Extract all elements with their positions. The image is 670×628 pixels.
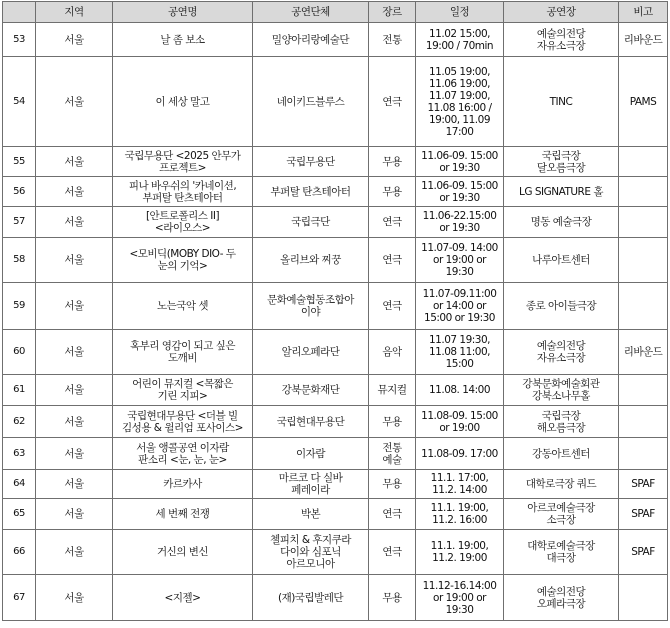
performance-schedule-table: [2, 1, 668, 621]
row-number: 62: [3, 406, 36, 438]
header-cell-schedule: 일정: [416, 2, 504, 23]
region-cell: 서울: [36, 177, 113, 207]
note-cell: PAMS: [619, 57, 668, 147]
group-cell: 마르코 다 실바 페레이라: [253, 470, 369, 499]
venue-cell: 예술의전당 오페라극장: [504, 575, 619, 621]
table-row: [3, 147, 668, 177]
title-cell: 피나 바우쉬의 '카네이션, 부퍼탈 탄츠테아터: [113, 177, 253, 207]
title-cell: 국립무용단 <2025 안무가 프로젝트>: [113, 147, 253, 177]
row-number: 58: [3, 238, 36, 283]
schedule-cell: 11.1. 17:00, 11.2. 14:00: [416, 470, 504, 499]
region-cell: 서울: [36, 23, 113, 57]
schedule-cell: 11.12-16.14:00 or 19:00 or 19:30: [416, 575, 504, 621]
venue-cell: 종로 아이들극장: [504, 283, 619, 330]
genre-cell: 연극: [369, 207, 416, 238]
venue-cell: 국립극장 달오름극장: [504, 147, 619, 177]
group-cell: 박본: [253, 499, 369, 530]
schedule-cell: 11.1. 19:00, 11.2. 16:00: [416, 499, 504, 530]
header-cell-group: 공연단체: [253, 2, 369, 23]
group-cell: 첼피치 & 후지쿠라 다이와 심포닉 아르모니아: [253, 530, 369, 575]
table-row: [3, 23, 668, 57]
note-cell: [619, 177, 668, 207]
note-cell: [619, 406, 668, 438]
region-cell: 서울: [36, 57, 113, 147]
schedule-cell: 11.06-09. 15:00 or 19:30: [416, 147, 504, 177]
row-number: 65: [3, 499, 36, 530]
group-cell: 문화예술협동조합아 이야: [253, 283, 369, 330]
region-cell: 서울: [36, 238, 113, 283]
title-cell: 거신의 변신: [113, 530, 253, 575]
note-cell: [619, 283, 668, 330]
title-cell: 날 좀 보소: [113, 23, 253, 57]
title-cell: 어린이 뮤지컬 <목짧은 기린 지피>: [113, 375, 253, 406]
group-cell: 국립극단: [253, 207, 369, 238]
region-cell: 서울: [36, 375, 113, 406]
title-cell: [안트로폴리스 II] <라이오스>: [113, 207, 253, 238]
title-cell: 이 세상 말고: [113, 57, 253, 147]
title-cell: <모비딕(MOBY DIO- 두 눈의 기억>: [113, 238, 253, 283]
note-cell: 리바운드: [619, 330, 668, 375]
venue-cell: LG SIGNATURE 홀: [504, 177, 619, 207]
schedule-cell: 11.06-22.15:00 or 19:30: [416, 207, 504, 238]
row-number: 57: [3, 207, 36, 238]
row-number: 60: [3, 330, 36, 375]
venue-cell: 대학로극장 쿼드: [504, 470, 619, 499]
schedule-cell: 11.1. 19:00, 11.2. 19:00: [416, 530, 504, 575]
table-header-row: [3, 2, 668, 23]
genre-cell: 연극: [369, 530, 416, 575]
group-cell: 국립무용단: [253, 147, 369, 177]
row-number: 64: [3, 470, 36, 499]
row-number: 56: [3, 177, 36, 207]
title-cell: 혹부리 영감이 되고 싶은 도깨비: [113, 330, 253, 375]
row-number: 63: [3, 438, 36, 470]
genre-cell: 연극: [369, 283, 416, 330]
table-row: [3, 575, 668, 621]
group-cell: 밀양아리랑예술단: [253, 23, 369, 57]
title-cell: 카르카사: [113, 470, 253, 499]
title-cell: 서울 앵콜공연 이자람 판소리 <눈, 눈, 눈>: [113, 438, 253, 470]
title-cell: 국립현대무용단 <더블 빌 김성용 & 윌리엄 포사이스>: [113, 406, 253, 438]
title-cell: <지젤>: [113, 575, 253, 621]
genre-cell: 연극: [369, 57, 416, 147]
group-cell: 알리오페라단: [253, 330, 369, 375]
note-cell: SPAF: [619, 470, 668, 499]
genre-cell: 연극: [369, 238, 416, 283]
region-cell: 서울: [36, 438, 113, 470]
table-row: [3, 238, 668, 283]
group-cell: 올리브와 찌꿍: [253, 238, 369, 283]
note-cell: [619, 207, 668, 238]
note-cell: [619, 375, 668, 406]
table-row: [3, 470, 668, 499]
schedule-cell: 11.08. 14:00: [416, 375, 504, 406]
region-cell: 서울: [36, 147, 113, 177]
venue-cell: 국립극장 해오름극장: [504, 406, 619, 438]
schedule-cell: 11.07-09. 14:00 or 19:00 or 19:30: [416, 238, 504, 283]
note-cell: [619, 575, 668, 621]
region-cell: 서울: [36, 499, 113, 530]
row-number: 61: [3, 375, 36, 406]
header-cell-number: [3, 2, 36, 23]
schedule-cell: 11.08-09. 17:00: [416, 438, 504, 470]
header-cell-venue: 공연장: [504, 2, 619, 23]
title-cell: 세 번째 전쟁: [113, 499, 253, 530]
title-cell: 노는국악 셋: [113, 283, 253, 330]
note-cell: SPAF: [619, 530, 668, 575]
genre-cell: 전통 예술: [369, 438, 416, 470]
genre-cell: 뮤지컬: [369, 375, 416, 406]
table-row: [3, 499, 668, 530]
venue-cell: 대학로예술극장 대극장: [504, 530, 619, 575]
venue-cell: 예술의전당 자유소극장: [504, 23, 619, 57]
group-cell: 이자람: [253, 438, 369, 470]
group-cell: 네이키드블루스: [253, 57, 369, 147]
table-row: [3, 57, 668, 147]
row-number: 66: [3, 530, 36, 575]
group-cell: 강북문화재단: [253, 375, 369, 406]
table-row: [3, 406, 668, 438]
table-row: [3, 283, 668, 330]
genre-cell: 무용: [369, 147, 416, 177]
genre-cell: 무용: [369, 177, 416, 207]
region-cell: 서울: [36, 283, 113, 330]
genre-cell: 무용: [369, 575, 416, 621]
note-cell: [619, 238, 668, 283]
row-number: 55: [3, 147, 36, 177]
table-row: [3, 375, 668, 406]
region-cell: 서울: [36, 530, 113, 575]
group-cell: 부퍼탈 탄츠테아터: [253, 177, 369, 207]
group-cell: 국립현대무용단: [253, 406, 369, 438]
region-cell: 서울: [36, 575, 113, 621]
table-row: [3, 438, 668, 470]
header-cell-region: 지역: [36, 2, 113, 23]
venue-cell: 강북문화예술회관 강북소나무홀: [504, 375, 619, 406]
schedule-cell: 11.07 19:30, 11.08 11:00, 15:00: [416, 330, 504, 375]
genre-cell: 음악: [369, 330, 416, 375]
genre-cell: 무용: [369, 470, 416, 499]
note-cell: SPAF: [619, 499, 668, 530]
schedule-cell: 11.05 19:00, 11.06 19:00, 11.07 19:00, 11.08 16:00 / 19:00, 11.09 17:00: [416, 57, 504, 147]
header-cell-note: 비고: [619, 2, 668, 23]
venue-cell: 아르코예술극장 소극장: [504, 499, 619, 530]
row-number: 67: [3, 575, 36, 621]
row-number: 54: [3, 57, 36, 147]
venue-cell: 강동아트센터: [504, 438, 619, 470]
note-cell: [619, 438, 668, 470]
genre-cell: 연극: [369, 499, 416, 530]
region-cell: 서울: [36, 470, 113, 499]
schedule-cell: 11.06-09. 15:00 or 19:30: [416, 177, 504, 207]
venue-cell: TINC: [504, 57, 619, 147]
table-row: [3, 530, 668, 575]
table-row: [3, 207, 668, 238]
table-row: [3, 177, 668, 207]
genre-cell: 전통: [369, 23, 416, 57]
schedule-cell: 11.07-09.11:00 or 14:00 or 15:00 or 19:30: [416, 283, 504, 330]
region-cell: 서울: [36, 207, 113, 238]
region-cell: 서울: [36, 406, 113, 438]
schedule-cell: 11.02 15:00, 19:00 / 70min: [416, 23, 504, 57]
row-number: 53: [3, 23, 36, 57]
header-cell-genre: 장르: [369, 2, 416, 23]
header-cell-title: 공연명: [113, 2, 253, 23]
region-cell: 서울: [36, 330, 113, 375]
genre-cell: 무용: [369, 406, 416, 438]
venue-cell: 나루아트센터: [504, 238, 619, 283]
group-cell: (재)국립발레단: [253, 575, 369, 621]
row-number: 59: [3, 283, 36, 330]
note-cell: 리바운드: [619, 23, 668, 57]
venue-cell: 예술의전당 자유소극장: [504, 330, 619, 375]
venue-cell: 명동 예술극장: [504, 207, 619, 238]
table-row: [3, 330, 668, 375]
note-cell: [619, 147, 668, 177]
schedule-cell: 11.08-09. 15:00 or 19:00: [416, 406, 504, 438]
